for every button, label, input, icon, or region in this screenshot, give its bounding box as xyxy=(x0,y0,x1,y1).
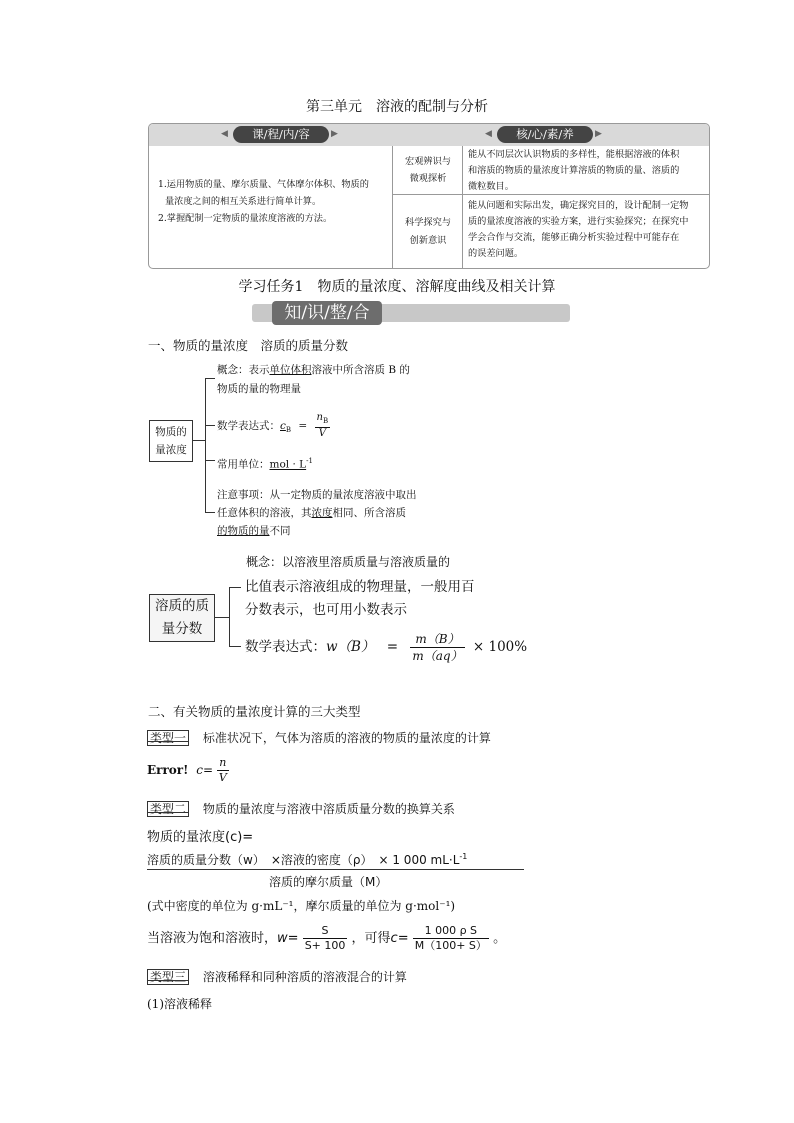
competency-desc-line: 微粒数目。 xyxy=(468,181,514,192)
course-content-header: 课/程/内/容 xyxy=(233,126,329,143)
mass-fraction-line2: 分数表示，也可用小数表示 xyxy=(245,602,407,618)
molarity-concept-line2: 物质的量的物理量 xyxy=(217,383,301,395)
competency-desc-line: 能从问题和实际出发，确定探究目的，设计配制一定物 xyxy=(468,200,689,211)
competency-name: 微观探析 xyxy=(409,173,447,184)
molarity-unit: 常用单位：mol · $L^{-1}$ xyxy=(217,457,313,471)
competency-desc-line: 质的量浓度溶液的实验方案，进行实验探究；在探究中 xyxy=(468,216,689,227)
molarity-label-box xyxy=(149,420,193,462)
type2-denominator: 溶质的摩尔质量（M） xyxy=(269,875,388,889)
competency-desc-line: 学会合作与交流，能够正确分析实验过程中可能存在 xyxy=(468,232,680,243)
mass-fraction-concept: 概念：以溶液里溶质质量与溶液质量的 xyxy=(246,555,451,569)
type3-row xyxy=(147,968,407,985)
right-arrow-icon: ▶ xyxy=(331,129,338,139)
type-tag: 类型二 xyxy=(147,801,189,817)
type-description: 标准状况下，气体为溶质的溶液的物质的量浓度的计算 xyxy=(202,731,491,745)
saturated-formula: 当溶液为饱和溶液时，w= $\frac{S}{S+ 100}$ ，可得c= $\frac{\text{1 000 ρ S}}{M(100+ S)}$ 。 xyxy=(147,924,507,952)
label-line: 溶质的质 xyxy=(155,598,209,614)
competency-name: 创新意识 xyxy=(409,235,447,246)
task-title: 学习任务1 物质的量浓度、溶解度曲线及相关计算 xyxy=(238,279,556,295)
molarity-note-line1: 注意事项：从一定物质的量浓度溶液中取出 xyxy=(217,489,417,501)
type2-row xyxy=(147,800,455,817)
molarity-note-line3: 的物质的量不同 xyxy=(217,525,291,537)
core-competency-header: 核/心/素/养 xyxy=(497,126,593,143)
type-tag: 类型三 xyxy=(147,969,189,985)
molarity-note-line2: 任意体积的溶液，其浓度相同、所含溶质 xyxy=(217,507,406,519)
type2-line1: 物质的量浓度(c)= xyxy=(147,830,254,845)
left-arrow-icon: ◀ xyxy=(221,129,228,139)
type3-sub1: (1)溶液稀释 xyxy=(147,997,212,1011)
molarity-formula: 数学表达式：$c_B$ = $\frac{n_B}{V}$ xyxy=(217,412,329,439)
type1-formula: Error! c= $\frac{n}{V}$ xyxy=(147,756,227,784)
course-content-line: 量浓度之间的相互关系进行简单计算。 xyxy=(165,196,322,207)
table-header-bar xyxy=(149,124,709,146)
type1-row xyxy=(147,729,491,746)
label-line: 量浓度 xyxy=(155,444,187,456)
course-content-line: 1.运用物质的量、摩尔质量、气体摩尔体积、物质的 xyxy=(158,179,369,190)
course-content-line: 2.掌握配制一定物质的量浓度溶液的方法。 xyxy=(158,213,333,224)
type-tag: 类型一 xyxy=(147,730,189,746)
molarity-concept: 概念：表示单位体积溶液中所含溶质 B 的 xyxy=(217,364,410,376)
right-arrow-icon: ▶ xyxy=(595,129,602,139)
competency-desc-line: 能从不同层次认识物质的多样性，能根据溶液的体积 xyxy=(468,149,680,160)
type2-note: (式中密度的单位为 g·mL⁻¹，摩尔质量的单位为 g·mol⁻¹) xyxy=(147,899,456,913)
mass-fraction-label-box xyxy=(149,594,215,642)
competency-name: 科学探究与 xyxy=(405,217,451,228)
label-line: 量分数 xyxy=(161,621,203,637)
left-arrow-icon: ◀ xyxy=(485,129,492,139)
knowledge-banner xyxy=(252,304,570,322)
competency-desc-line: 的误差问题。 xyxy=(468,248,524,259)
unit-title: 第三单元 溶液的配制与分析 xyxy=(306,99,488,115)
course-competency-table xyxy=(148,123,710,269)
type-description: 物质的量浓度与溶液中溶质质量分数的换算关系 xyxy=(202,802,455,816)
mass-fraction-line1: 比值表示溶液组成的物理量，一般用百 xyxy=(245,579,475,595)
competency-desc-line: 和溶质的物质的量浓度计算溶质的物质的量、溶质的 xyxy=(468,165,680,176)
competency-name: 宏观辨识与 xyxy=(405,156,451,167)
section-heading: 二、有关物质的量浓度计算的三大类型 xyxy=(148,704,361,719)
type-description: 溶液稀释和同种溶质的溶液混合的计算 xyxy=(202,970,407,984)
mass-fraction-formula: 数学表达式：w（B） = $\frac{m(B)}{m(aq)}$ × 100% xyxy=(245,632,528,663)
type2-numerator: 溶质的质量分数（w） ×溶液的密度（ρ） × 1 000 $mL\cdot L^{-1}$ xyxy=(147,852,468,867)
banner-label: 知/识/整/合 xyxy=(272,301,382,325)
section-heading: 一、物质的量浓度 溶质的质量分数 xyxy=(148,338,349,353)
label-line: 物质的 xyxy=(155,426,187,438)
